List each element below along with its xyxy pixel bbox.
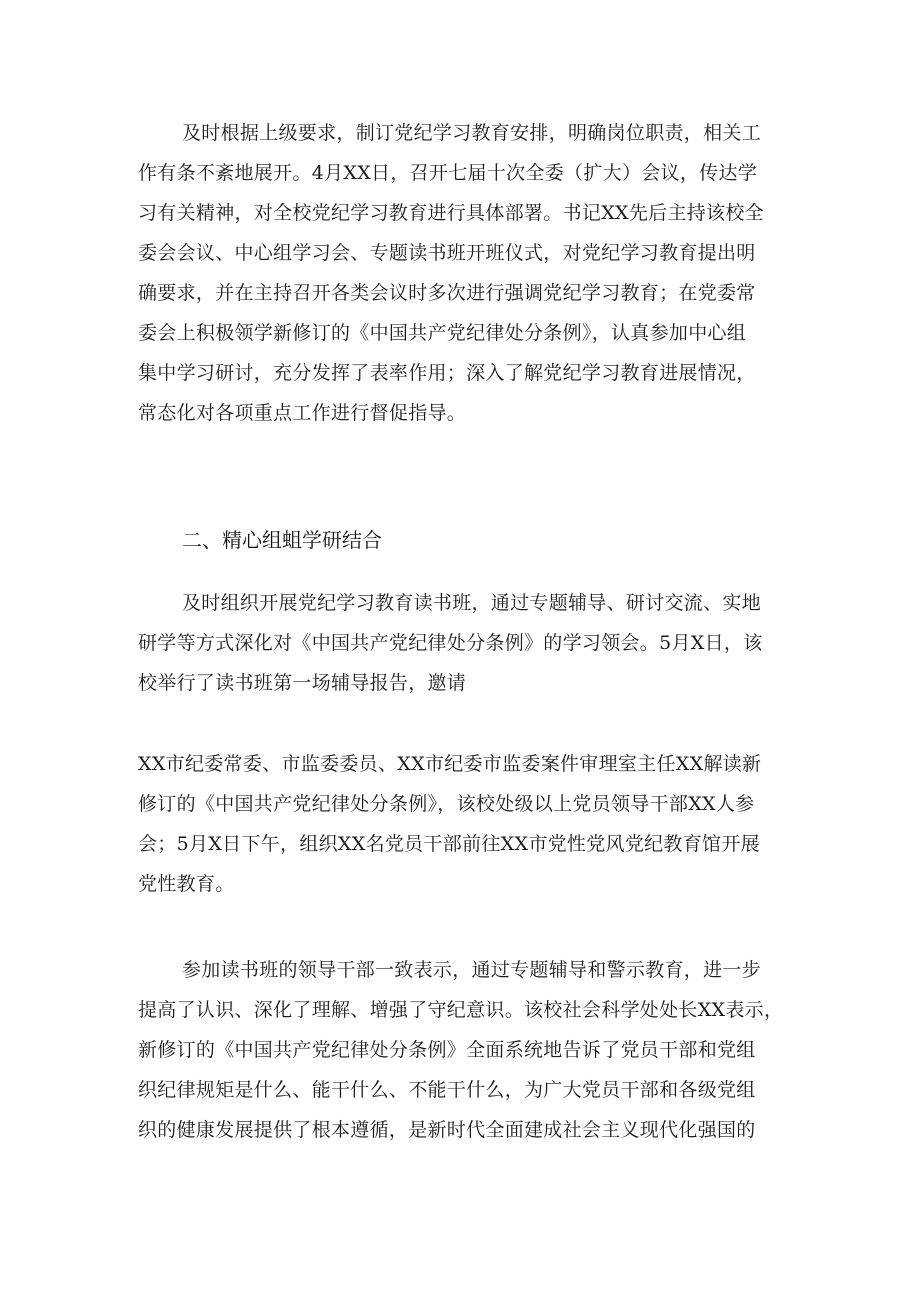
paragraph-line: 集中学习研讨，充分发挥了表率作用；深入了解党纪学习教育进展情况， [138, 362, 756, 384]
paragraph-line: 及时组织开展党纪学习教育读书班，通过专题辅导、研讨交流、实地 [182, 592, 762, 614]
paragraph-line: 校举行了读书班第一场辅导报告，邀请 [138, 672, 467, 694]
paragraph-line: 确要求，并在主持召开各类会议时多次进行强调党纪学习教育；在党委常 [138, 282, 756, 304]
section-heading: 二、精心组蛆学研结合 [182, 528, 382, 552]
paragraph-line: 习有关精神，对全校党纪学习教育进行具体部署。书记XX先后主持该校全 [138, 202, 764, 224]
paragraph-line: 委会会议、中心组学习会、专题读书班开班仪式，对党纪学习教育提出明 [138, 242, 756, 264]
paragraph-line: 委会上积极领学新修订的《中国共产党纪律处分条例》，认真参加中心组 [138, 322, 747, 344]
paragraph-line: 党性教育。 [138, 873, 235, 895]
paragraph-line: 新修订的《中国共产党纪律处分条例》全面系统地告诉了党员干部和党组 [138, 1039, 756, 1061]
paragraph-line: 提高了认识、深化了理解、增强了守纪意识。该校社会科学处处长XX表示， [138, 999, 784, 1021]
paragraph-lecture-details [138, 744, 784, 904]
paragraph-line: XX市纪委常委、市监委委员、XX市纪委市监委案件审理室主任XX解读新 [138, 753, 762, 775]
paragraph-line: 常态化对各项重点工作进行督促指导。 [138, 402, 467, 424]
paragraph-reading-class [138, 583, 784, 703]
paragraph-line: 会；5月X日下午，组织XX名党员干部前往XX市党性党风党纪教育馆开展 [138, 833, 760, 855]
paragraph-line: 织的健康发展提供了根本遵循，是新时代全面建成社会主义现代化强国的 [138, 1119, 756, 1141]
paragraph-line: 修订的《中国共产党纪律处分条例》，该校处级以上党员领导干部XX人参 [138, 793, 755, 815]
paragraph-line: 研学等方式深化对《中国共产党纪律处分条例》的学习领会。5月X日，该 [138, 632, 763, 654]
paragraph-line: 织纪律规矩是什么、能干什么、不能干什么，为广大党员干部和各级党组 [138, 1079, 756, 1101]
paragraph-line: 作有条不紊地展开。4月XX日，召开七届十次全委（扩大）会议，传达学 [138, 162, 758, 184]
paragraph-line: 及时根据上级要求，制订党纪学习教育安排，明确岗位职责，相关工 [182, 122, 762, 144]
paragraph-line: 参加读书班的领导干部一致表示，通过专题辅导和警示教育，进一步 [182, 959, 762, 981]
paragraph-implementation [138, 113, 784, 433]
paragraph-feedback [138, 950, 784, 1150]
